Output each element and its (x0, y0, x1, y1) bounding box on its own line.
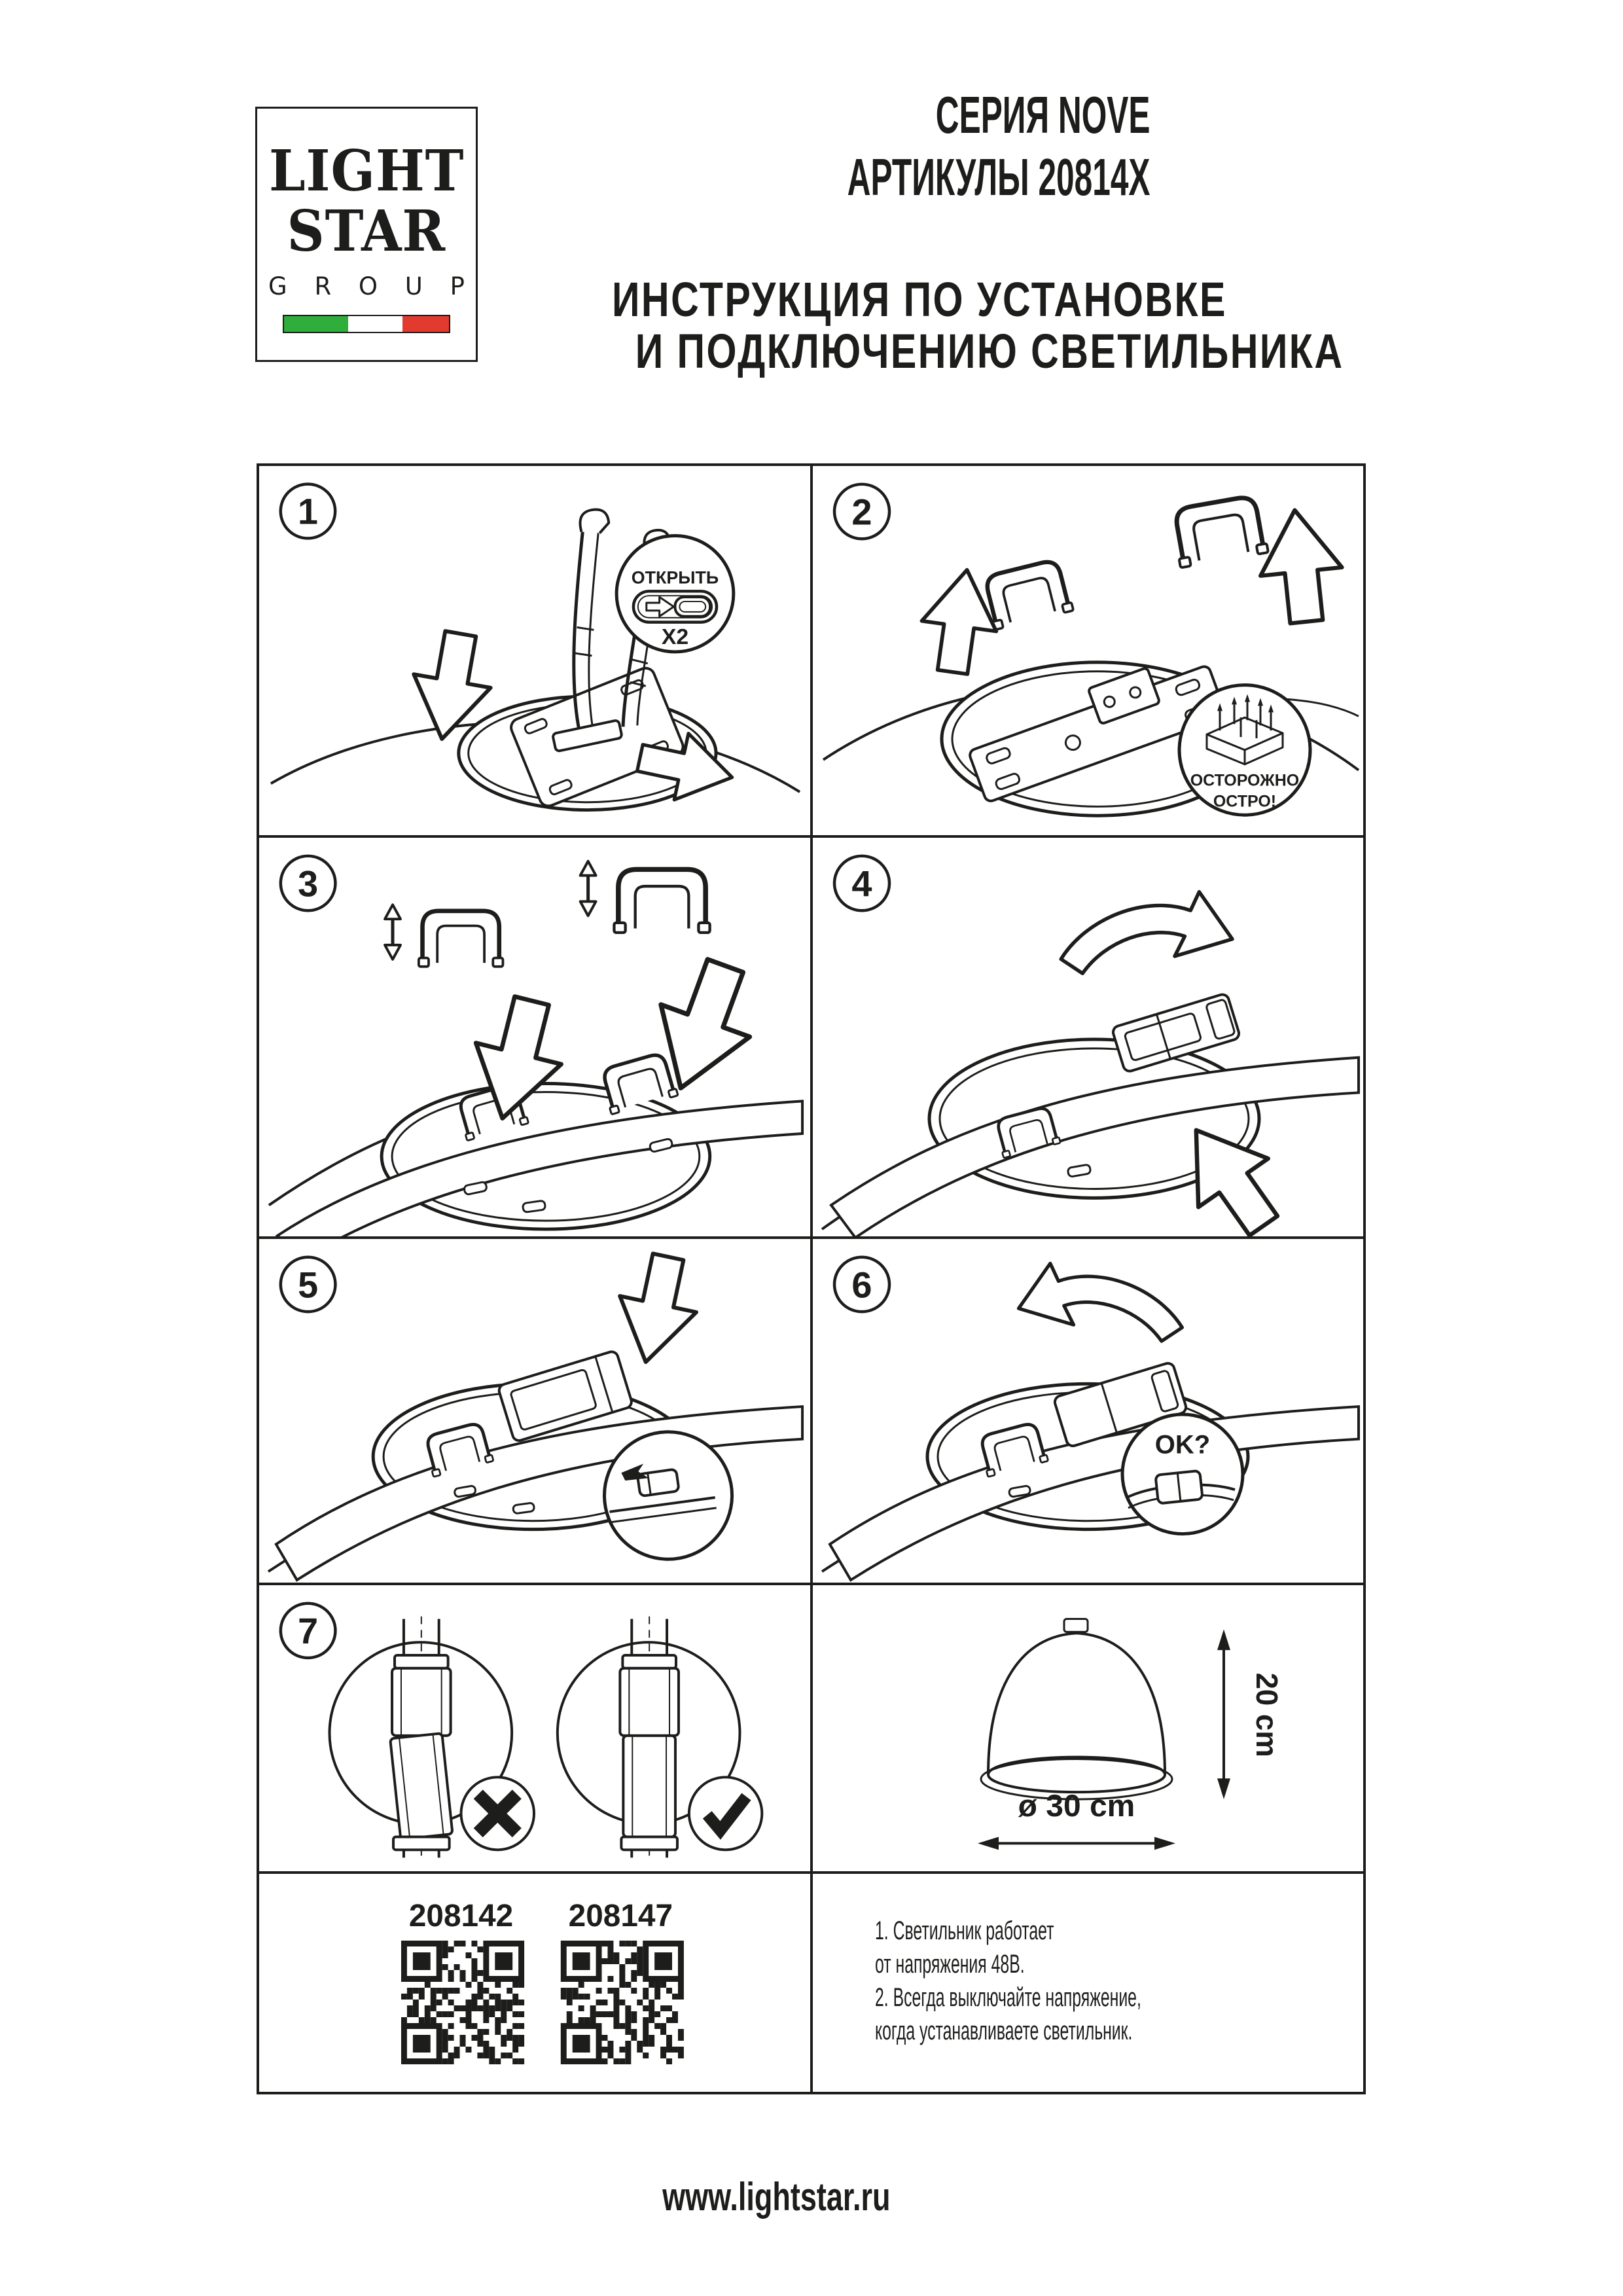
instruction-title (458, 272, 1344, 378)
ceiling-drawing (822, 993, 1359, 1236)
mount-clip-icon (614, 869, 709, 933)
svg-text:1: 1 (298, 491, 318, 532)
step-number-badge (834, 856, 889, 910)
step-number-badge (281, 484, 335, 539)
mount-clip-icon (1170, 495, 1268, 567)
svg-text:6: 6 (851, 1265, 872, 1306)
height-dimension (1217, 1629, 1283, 1799)
logo-star: STAR (287, 198, 446, 264)
ok-label: OK? (1154, 1430, 1211, 1460)
instruction-line-2: И ПОДКЛЮЧЕНИЮ СВЕТИЛЬНИКА (635, 324, 1344, 378)
step-7-panel (259, 1585, 813, 1874)
step-6-panel (813, 1239, 1363, 1585)
qr-code (561, 1941, 684, 2064)
svg-text:7: 7 (298, 1611, 319, 1652)
times-label: X2 (661, 625, 689, 650)
mount-clip-icon (981, 558, 1073, 630)
qr-code-label: 208142 (408, 1898, 514, 1934)
open-label: ОТКРЫТЬ (631, 567, 719, 588)
header (458, 84, 1344, 378)
step-number-badge (281, 1257, 336, 1312)
step-number-badge (834, 1257, 889, 1312)
instruction-line-1: ИНСТРУКЦИЯ ПО УСТАНОВКЕ (611, 272, 1227, 327)
step-1-panel (259, 466, 813, 838)
flag-red (402, 316, 449, 332)
articles-title: АРТИКУЛЫ 20814X (847, 148, 1150, 206)
logo-group: G R O U P (268, 272, 474, 300)
ceiling-drawing (822, 1362, 1359, 1580)
qr-panel (259, 1874, 813, 2092)
diameter-label: ø 30 cm (1018, 1788, 1135, 1823)
ceiling-drawing (271, 666, 800, 810)
svg-text:2: 2 (851, 491, 872, 533)
steps-grid (257, 463, 1366, 2094)
step-5-panel (259, 1239, 813, 1585)
series-title: СЕРИЯ NOVE (935, 86, 1150, 144)
up-arrow-icon (1254, 506, 1347, 626)
diameter-dimension (978, 1789, 1175, 1850)
check-badge (689, 1777, 762, 1850)
step-2-panel (813, 466, 1363, 838)
footer (624, 2174, 891, 2219)
flag-white (348, 316, 402, 332)
correct-mount-drawing (558, 1617, 762, 1861)
wrong-mount-drawing (329, 1617, 536, 1861)
mount-clip-icon (419, 911, 503, 967)
cross-badge (459, 1775, 536, 1852)
curved-arrow-icon (1061, 892, 1232, 974)
svg-text:3: 3 (298, 863, 319, 905)
curved-arrow-icon (1019, 1263, 1183, 1341)
note-line-4: когда устанавливаете светильник. (875, 2017, 1133, 2045)
step-number-badge (281, 856, 336, 910)
note-line-2: от напряжения 48В. (875, 1950, 1025, 1979)
qr-code (401, 1941, 524, 2064)
flag-green (284, 316, 348, 332)
step-4-panel (813, 838, 1363, 1239)
website-url: www.lightstar.ru (662, 2175, 891, 2219)
qr-code-label: 208147 (568, 1898, 673, 1934)
lamp-dome-drawing (981, 1619, 1172, 1799)
detail-bubble (604, 1432, 732, 1560)
safety-notes (875, 1914, 1304, 2048)
step-3-panel (259, 838, 813, 1239)
warning-line-2: ОСТРО! (1213, 792, 1277, 811)
lightstar-logo (255, 107, 478, 362)
down-arrow-icon (607, 1249, 706, 1371)
lamp-dimensions-panel (813, 1585, 1363, 1874)
svg-text:4: 4 (851, 863, 872, 905)
warning-line-1: ОСТОРОЖНО (1190, 771, 1300, 790)
note-line-3: 2. Всегда выключайте напряжение, (875, 1983, 1141, 2012)
up-down-arrow-icon (385, 905, 401, 959)
ok-bubble (1122, 1414, 1243, 1534)
notes-panel (813, 1874, 1363, 2092)
step-number-badge (834, 484, 889, 539)
step-number-badge (281, 1604, 336, 1658)
svg-text:5: 5 (298, 1265, 319, 1306)
height-label: 20 cm (1249, 1672, 1284, 1757)
italian-flag-icon (283, 315, 450, 333)
open-bubble (616, 535, 734, 651)
logo-light: LIGHT (268, 138, 465, 204)
sharp-warning-bubble (1179, 685, 1310, 816)
up-down-arrow-icon (580, 861, 596, 916)
slider-icon (633, 591, 717, 622)
note-line-1: 1. Светильник работает (875, 1916, 1054, 1945)
